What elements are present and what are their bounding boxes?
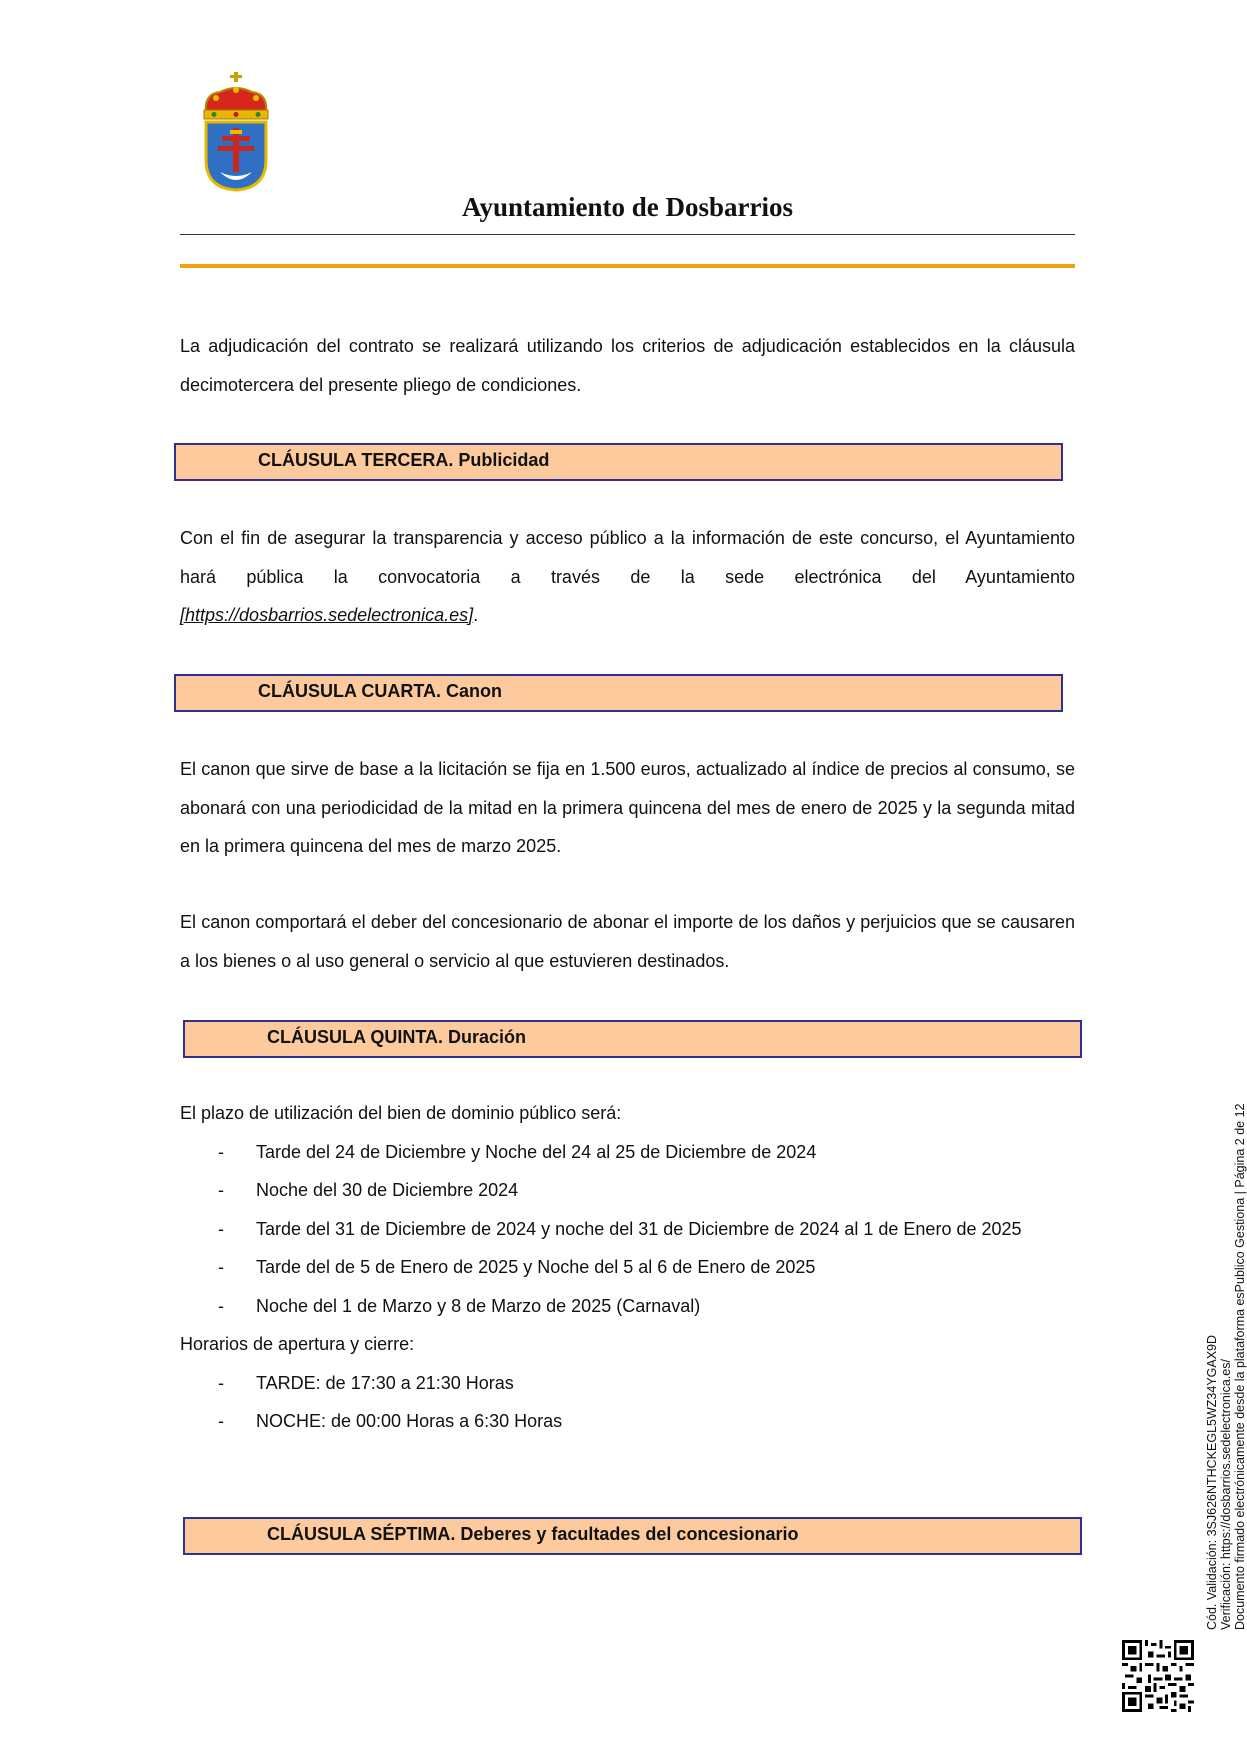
clause-5-heading: CLÁUSULA QUINTA. Duración [183, 1020, 1082, 1058]
clause-7-heading: CLÁUSULA SÉPTIMA. Deberes y facultades del concesionario [183, 1517, 1082, 1555]
signature-notice: Documento firmado electrónicamente desde la plataforma esPublico Gestiona | Página 2 de 12 [1233, 1103, 1247, 1630]
intro-paragraph: La adjudicación del contrato se realizará utilizando los criterios de adjudicación establecidos en la cláusula decimotercera del presente pliego de condiciones. [180, 336, 1075, 395]
clause-3-text: Con el fin de asegurar la transparencia y acceso público a la información de este concurso, el Ayuntamiento hará pública la convocatoria a través de la sede electrónica del Ayuntamiento [180, 528, 1075, 587]
list-item: - Tarde del 31 de Diciembre de 2024 y noche del 31 de Diciembre de 2024 al 1 de Enero de 2025 [218, 1218, 1022, 1239]
clause-4-paragraph-1: El canon que sirve de base a la licitación se fija en 1.500 euros, actualizado al índice de precios al consumo, se abonará con una periodicidad de la mitad en la primera quincena del mes de enero de 2025 y la segunda mitad en la primera quincena del mes de marzo 2025. [180, 759, 1075, 856]
coat-of-arms-icon [200, 72, 272, 192]
clause-3-paragraph: Con el fin de asegurar la transparencia y acceso público a la información de este concurso, el Ayuntamiento hará pública la convocatoria a través de la sede electrónica del Ayuntamiento [https://dosbarrios.sedelectronica.es]. [180, 528, 1075, 625]
organization-title: Ayuntamiento de Dosbarrios [461, 192, 793, 222]
list-item: - Tarde del de 5 de Enero de 2025 y Noche del 5 al 6 de Enero de 2025 [218, 1257, 816, 1277]
clause-5-duration-list [180, 1094, 1080, 1441]
verification-url: Verificación: https://dosbarrios.sedelectronica.es/ [1219, 1359, 1233, 1630]
list-item: - TARDE: de 17:30 a 21:30 Horas [218, 1372, 514, 1393]
list-item: - NOCHE: de 00:00 Horas a 6:30 Horas [218, 1411, 563, 1431]
clause-4-heading: CLÁUSULA CUARTA. Canon [174, 674, 1063, 712]
validation-stamp [1205, 1104, 1247, 1630]
validation-code: Cód. Validación: 3SJ626NTHCKEGL5WZ34YGAX9D [1205, 1334, 1219, 1630]
header-accent-bar [180, 264, 1075, 268]
clause-4-paragraph-2: El canon comportará el deber del concesionario de abonar el importe de los daños y perjuicios que se causaren a los bienes o al uso general o servicio al que estuvieren destinados. [180, 912, 1075, 971]
hours-intro: Horarios de apertura y cierre: [180, 1334, 415, 1354]
sede-electronica-link[interactable]: [https://dosbarrios.sedelectronica.es] [180, 605, 474, 625]
qr-code-icon [1122, 1640, 1194, 1712]
clause-3-heading: CLÁUSULA TERCERA. Publicidad [174, 443, 1063, 481]
list-item: - Tarde del 24 de Diciembre y Noche del 24 al 25 de Diciembre de 2024 [218, 1141, 817, 1162]
list-item: - Noche del 1 de Marzo y 8 de Marzo de 2025 (Carnaval) [218, 1295, 701, 1316]
header-divider [180, 234, 1075, 235]
list-item: - Noche del 30 de Diciembre 2024 [218, 1180, 519, 1200]
duration-intro: El plazo de utilización del bien de dominio público será: [180, 1103, 622, 1123]
